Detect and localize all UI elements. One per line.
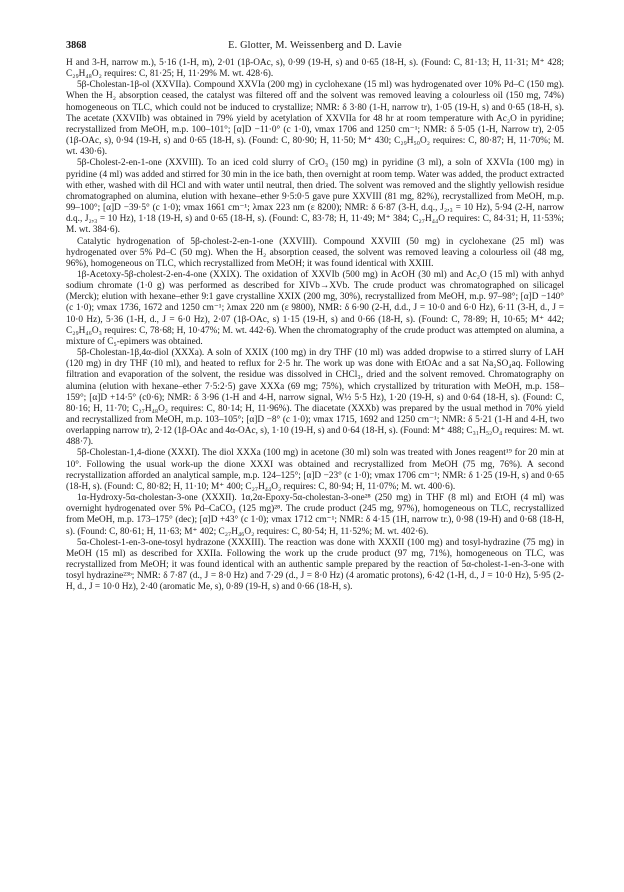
page-number: 3868 — [66, 40, 87, 51]
running-header — [66, 40, 564, 58]
paragraph-cholest-2-en-1-one: 5β-Cholest-2-en-1-one (XXVIII). To an iced cold slurry of CrO₃ (150 mg) in pyridine (3 ml), a soln of XXVIa (100 mg) in pyridine (4 ml) was added and stirred for 30 min in the ice bath, then overnight at room temp. Water was added, the product extracted with ether, washed with dil HCl and with water until neutral, then dried. The solvent was removed and the slightly yellowish residue chromatographed on alumina, elution with hexane–ether 9·5:0·5 gave pure XXVIII (81 mg, 82%), recrystallized from MeOH, m.p. 99–100°; [α]D −39·5° (c 1·0); νmax 1661 cm⁻¹; λmax 223 nm (ε 8200); NMR: δ 6·87 (3-H, d.q., J₂,₃ = 10 Hz), 5·94 (2-H, narrow d.q., J₂,₃ = 10 Hz), 1·18 (19-H, s) and 0·65 (18-H, s). (Found: C, 83·78; H, 11·49; M⁺ 384; C₂₇H₄₄O requires: C, 84·31; H, 11·53%; M. wt. 384·6). — [66, 158, 564, 236]
paragraph-catalytic-hydrogenation: Catalytic hydrogenation of 5β-cholest-2-en-1-one (XXVIII). Compound XXVIII (50 mg) in cyclohexane (25 ml) was hydrogenated over 5% Pd–C (50 mg). When the H₂ absorption ceased, the solvent was removed leaving a colourless oil (48 mg, 96%), homogeneous on TLC, which recrystallized from MeOH; it was found identical with XXIII. — [66, 236, 564, 269]
experimental-section — [66, 58, 564, 594]
paragraph-tosyl-hydrazone: 5α-Cholest-1-en-3-one-tosyl hydrazone (XXXIII). The reaction was done with XXXII (100 mg) and tosyl-hydrazine (75 mg) in MeOH (15 ml) as described for XXIIa. Following the work up the crude product (97 mg, 71%), homogeneous on TLC, was recrystallized from MeOH; it was found identical with an authentic sample prepared by the reaction of 5α-cholest-1-en-3-one with tosyl hydrazine²³ᵇ; NMR: δ 7·87 (d., J = 8·0 Hz) and 7·29 (d., J = 8·0 Hz) (4 aromatic protons), 6·42 (1-H, d., J = 10·0 Hz), 5·95 (2-H, d., J = 10·0 Hz), 2·40 (aromatic Me, s), 0·89 (19-H, s) and 0·66 (18-H, s). — [66, 537, 564, 593]
paragraph-cholestan-1b-ol: 5β-Cholestan-1β-ol (XXVIIa). Compound XXVIa (200 mg) in cyclohexane (15 ml) was hydrogenated over 10% Pd–C (150 mg). When the H₂ absorption ceased, the catalyst was filtered off and the solvent was removed leaving a colourless oil (150 mg, 74%) homogeneous on TLC, which could not be induced to crystallize; NMR: δ 3·80 (1-H, narrow tr), 1·05 (19-H, s) and 0·65 (18-H, s). The acetate (XXVIIb) was obtained in 79% yield by acetylation of XXVIIa for 48 hr at room temperature with Ac₂O in pyridine; recrystallized from MeOH, m.p. 100–101°; [α]D −11·0° (c 1·0), νmax 1706 and 1250 cm⁻¹; NMR: δ 5·05 (1-H, Narrow tr), 2·05 (1β-OAc, s), 0·94 (19-H, s) and 0·65 (18-H, s). (Found: C, 80·90; H, 11·50; M⁺ 430; C₂₉H₅₀O₂ requires: C, 80·87; H, 11·70%; M. wt. 430·6). — [66, 80, 564, 158]
paragraph-acetoxy-cholest-2-en-4-one: 1β-Acetoxy-5β-cholest-2-en-4-one (XXIX). The oxidation of XXVIb (500 mg) in AcOH (30 ml) and Ac₂O (15 ml) with anhyd sodium chromate (1·0 g) was performed as described for XIVb→XVb. The crude product was chromatographed on silicagel (Merck); elution with hexane–ether 9:1 gave crystalline XXIX (200 mg, 30%), recrystallized from MeOH, m.p. 97–98°; [α]D −140° (c 1·0); νmax 1736, 1672 and 1250 cm⁻¹; λmax 220 nm (ε 9800), NMR: δ 6·90 (2-H, d.d., J = 10·0 and 6·0 Hz), 6·11 (3-H, d., J = 10·0 Hz), 5·36 (1-H, d., J = 6·0 Hz), 2·07 (1β-OAc, s) 1·15 (19-H, s) and 0·66 (18-H, s). (Found: C, 78·89; H, 10·65; M⁺ 442; C₂₉H₄₆O₃ requires: C, 78·68; H, 10·47%; M. wt. 442·6). When the chromatography of the crude product was attempted on alumina, a mixture of C₅-epimers was obtained. — [66, 269, 564, 347]
paragraph-cholestan-diol: 5β-Cholestan-1β,4α-diol (XXXa). A soln of XXIX (100 mg) in dry THF (10 ml) was added dropwise to a stirred slurry of LAH (120 mg) in dry THF (10 ml), and heated to reflux for 2·5 hr. The work up was done with EtOAc and a sat Na₂SO₄aq. Following filtration and evaporation of the solvent, the residue was dissolved in CHCl₃, dried and the solvent removed. Chromatography on alumina (elution with hexane–ether 7·5:2·5) gave XXXa (69 mg; 75%), which crystallized by trituration with MeOH, m.p. 158–159°; [α]D +14·5° (c0·6); NMR: δ 3·96 (1-H and 4-H, narrow signal, W½ 5·5 Hz), 1·20 (19-H, s) and 0·64 (18-H, s). (Found: C, 80·16; H, 11·70; C₂₇H₄₈O₂ requires: C, 80·14; H, 11·96%). The diacetate (XXXb) was prepared by the usual method in 70% yield and recrystallized from MeOH, m.p. 103–105°; [α]D −8° (c 1·0); νmax 1715, 1692 and 1250 cm⁻¹; NMR: δ 5·21 (1-H and 4-H, two overlapping narrow tr), 2·12 (1β-OAc and 4α-OAc, s), 1·10 (19-H, s) and 0·64 (18-H, s). (Found: M⁺ 488; C₃₁H₅₂O₄ requires: M. wt. 488·7). — [66, 348, 564, 448]
running-authors: E. Glotter, M. Weissenberg and D. Lavie — [228, 40, 402, 51]
paragraph-cholestan-dione: 5β-Cholestan-1,4-dione (XXXI). The diol XXXa (100 mg) in acetone (30 ml) soln was treated with Jones reagent¹⁹ for 20 min at 10°. Following the usual work-up the dione XXXI was obtained and recrystallized from MeOH (75 mg, 76%). A second recrystallization afforded an analytical sample, m.p. 124–125°; [α]D −23° (c 1·0); νmax 1706 cm⁻¹; NMR: δ 1·25 (19-H, s) and 0·65 (18-H, s). (Found: C, 80·82; H, 11·10; M⁺ 400; C₂₇H₄₄O₂ requires: C, 80·94; H, 11·07%; M. wt. 400·6). — [66, 448, 564, 492]
paragraph-hydroxy-cholestan-3-one: 1α-Hydroxy-5α-cholestan-3-one (XXXII). 1α,2α-Epoxy-5α-cholestan-3-one²⁸ (250 mg) in THF (8 ml) and EtOH (4 ml) was overnight hydrogenated over 5% Pd–CaCO₃ (125 mg)²⁸. The crude product (245 mg, 97%), homogeneous on TLC, recrystallized from MeOH, m.p. 173–175° (dec); [α]D +43° (c 1·0); νmax 1712 cm⁻¹; NMR: δ 4·15 (1H, narrow tr.), 0·98 (19-H) and 0·68 (18-H, s). (Found: C, 80·61; H, 11·63; M⁺ 402; C₂₇H₄₆O₂ requires: C, 80·54; H, 11·52%; M. wt. 402·6). — [66, 493, 564, 537]
paragraph-continuation: H and 3-H, narrow m.), 5·16 (1-H, m), 2·01 (1β-OAc, s), 0·99 (19-H, s) and 0·65 (18-H, s). (Found: C, 81·13; H, 11·31; M⁺ 428; C₂₉H₄₈O₂ requires: C, 81·25; H, 11·29% M. wt. 428·6). — [66, 58, 564, 80]
